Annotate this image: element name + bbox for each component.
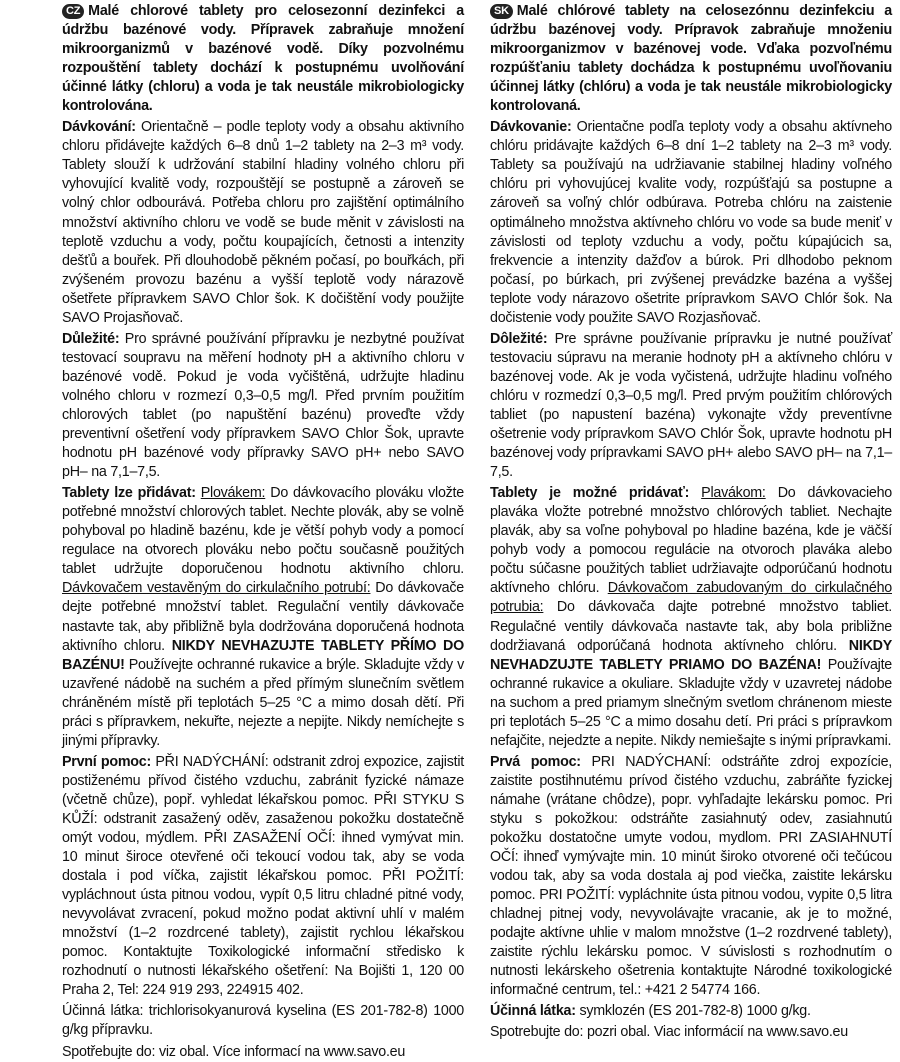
important-label-cz: Důležité: (62, 330, 120, 347)
intro-text-cz: Malé chlorové tablety pro celosezonní dezinfekci a údržbu bazénové vody. Přípravek zabraňuje množení mikroorganizmů v bazénové vodě. Díky pozvolnému rozpouštění tablety dochází k postupnému uvolňování účinné látky (chloru) a voda je tak neustále mikrobiologicky kontrolována. (62, 3, 464, 115)
intro-paragraph-sk (490, 2, 892, 116)
doser-text-sk: Do dávkovača dajte potrebné množstvo tabliet. Regulačné ventily dávkovača nastavte tak, aby bola približne dodržiavaná odporúčaná hodnota aktívneho chlóru. (490, 599, 892, 654)
active-substance-cz: Účinná látka: trichlorisokyanurová kyselina (ES 201-782-8) 1000 g/kg přípravku. (62, 1003, 464, 1039)
dosage-label-sk: Dávkovanie: (490, 119, 572, 136)
float-text-cz: Do dávkovacího plováku vložte potřebné množství chlorových tablet. Nechte plovák, aby se volně pohyboval po hladině bazénu, kde je větší pohyb vody a pomocí regulace na otvorech plováku nebo počtu současně použitých tablet udržujte doporučenou hodnotu aktivního chloru. (62, 485, 464, 578)
warning-sk: NIKDY NEVHADZUJTE TABLETY PRIAMO DO BAZÉNA! (490, 637, 892, 673)
firstaid-paragraph-sk (490, 753, 892, 1001)
column-sk (490, 2, 892, 1041)
language-badge-cz: CZ (62, 4, 84, 19)
firstaid-text-sk: PRI NADÝCHANÍ: odstráňte zdroj expozície, zaistite postihnutému prívod čistého vzduchu, zabráňte fyzickej námahe (vrátane chôdze), popr. vyhľadajte lekársku pomoc. Pri styku s pokožkou: odstráňte zasiahnutý odev, zasiahnutú pokožku dostatočne umyte vodou, mydlom. PRI ZASIAHNUTÍ OČÍ: ihneď vymývajte min. 10 minút široko otvorené oči tečúcou vodou tak, aby sa voda dostala aj pod viečka, zaistite lekársku pomoc. PRI POŽITÍ: vypláchnite ústa pitnou vodou, vypite 0,5 litra chladnej pitnej vody, nevyvolávajte vracanie, ak je to možné, podajte aktívne uhlie v malom množstve (1–2 rozdrvené tablety), zaistite rýchlu lekársku pomoc. V súvislosti s rozhodnutím o nutnosti lekárskeho ošetrenia kontaktujte Národné toxikologické informačné centrum, tel.: +421 2 54774 166. (490, 753, 892, 999)
active-text-sk: symklozén (ES 201-782-8) 1000 g/kg. (575, 1003, 811, 1020)
important-text-cz: Pro správné používání přípravku je nezbytné používat testovací soupravu na měření hodnoty pH a aktivního chloru v bazénové vodě. Pokud je voda vyčištěná, udržujte hladinu volného chloru v rozmezí 0,3–0,5 mg/l. Před prvním použitím chlorových tablet (po napuštění bazénu) proveďte vždy preventivní ošetření vody přípravkem SAVO Chlor Šok, upravte hodnotu pH bazénové vody přípravky SAVO pH+ nebo SAVO pH– na 7,1–7,5. (62, 330, 464, 481)
important-paragraph-sk (490, 330, 892, 482)
dosage-paragraph-cz (62, 118, 464, 328)
firstaid-label-cz: První pomoc: (62, 753, 151, 770)
active-label-sk: Účinná látka: (490, 1003, 576, 1020)
warning-cz: NIKDY NEVHAZUJTE TABLETY PŘÍMO DO BAZÉNU! (62, 637, 464, 673)
doser-label-sk: Dávkovačom zabudovaným do cirkulačného potrubia: (490, 580, 892, 616)
float-label-sk: Plavákom: (701, 485, 766, 502)
application-paragraph-sk (490, 484, 892, 751)
intro-text-sk: Malé chlórové tablety na celosezónnu dezinfekciu a údržbu bazénovej vody. Prípravok zabraňuje množeniu mikroorganizmov v bazénovej vode. Vďaka pozvoľnému rozpúšťaniu tablety dochádza k postupnému uvoľňovaniu účinnej látky (chlóru) a voda je tak neustále mikrobiologicky kontrolovaná. (490, 3, 892, 115)
important-label-sk: Dôležité: (490, 330, 548, 347)
firstaid-label-sk: Prvá pomoc: (490, 753, 581, 770)
float-text-sk: Do dávkovacieho plaváka vložte potrebné množstvo chlórových tabliet. Nechajte plavák, aby sa voľne pohyboval po hladine bazéna, kde je väčší pohyb vody a pomocou regulácie na otvoroch plaváka alebo počtu súčasne použitých tabliet udržiavajte odporúčanú hodnotu aktívneho chlóru. (490, 485, 892, 597)
expiry-sk: Spotrebujte do: pozri obal. Viac informácií na www.savo.eu (490, 1024, 848, 1041)
important-paragraph-cz (62, 330, 464, 482)
column-cz (62, 2, 464, 1060)
expiry-cz: Spotřebujte do: viz obal. Více informací na www.savo.eu (62, 1043, 406, 1060)
safety-text-sk: Používajte ochranné rukavice a okuliare. Skladujte vždy v uzavretej nádobe na suchom a pred priamym slnečným svetlom chránenom mieste pri teplotách 5–25 °C a mimo dosahu detí. Pri práci s prípravkom nefajčite, nejedzte a nepite. Nikdy nemiešajte s inými prípravkami. (490, 656, 892, 749)
dosage-paragraph-sk (490, 118, 892, 328)
intro-paragraph-cz (62, 2, 464, 116)
dosage-text-cz: Orientačně – podle teploty vody a obsahu aktivního chloru přidávejte každých 6–8 dnů 1–2 tablety na 2–3 m³ vody. Tablety slouží k udržování stabilní hladiny volného chloru při vyhovující kvalitě vody, rozpouštějí se postupně a zároveň se volný chlor odbourává. Potřeba chloru pro zajištění optimálního množství aktivního chloru ve vodě se bude měnit v závislosti na teplotě vzduchu a vody, počtu koupajících, četnosti a intenzity dešťů a bouřek. Při dlouhodobě pěkném počasí, po bouřkách, při zvýšeném provozu bazénu a vyšší teplotě vody nárazově ošetřete přípravkem SAVO Chlor šok. K dočištění vody použijte SAVO Projasňovač. (62, 119, 464, 326)
doser-text-cz: Do dávkovače dejte potřebné množství tablet. Regulační ventily dávkovače nastavte tak, aby přibližně byla dodržována doporučená hodnota aktivního chloru. (62, 580, 464, 654)
application-paragraph-cz (62, 484, 464, 751)
active-substance-sk (490, 1002, 892, 1021)
safety-text-cz: Používejte ochranné rukavice a brýle. Skladujte vždy v uzavřené nádobě na suchém a před přímým slunečním světlem chráněném místě při teplotách 5–25 °C a mimo dosah dětí. Při práci s přípravkem, nekuřte, nejezte a nepijte. Nikdy nemíchejte s jinými přípravky. (62, 656, 464, 749)
language-badge-sk: SK (490, 4, 513, 19)
dosage-label-cz: Dávkování: (62, 119, 136, 136)
float-label-cz: Plovákem: (200, 485, 266, 502)
firstaid-paragraph-cz (62, 753, 464, 1001)
doser-label-cz: Dávkovačem vestavěným do cirkulačního potrubí: (62, 580, 371, 597)
add-label-cz: Tablety lze přidávat: (62, 485, 196, 502)
firstaid-text-cz: PŘI NADÝCHÁNÍ: odstranit zdroj expozice, zajistit postiženému přívod čistého vzduchu, zabránit fyzické námaze (včetně chůze), popř. vyhledat lékařskou pomoc. PŘI STYKU S KŮŽÍ: odstranit zasažený oděv, zasaženou pokožku dostatečně omýt vodou, mýdlem. PŘI ZASAŽENÍ OČÍ: ihned vymývat min. 10 minut široce otevřené oči tekoucí vodou tak, aby se voda dostala i pod víčka, zajistit lékařskou pomoc. PŘI POŽITÍ: vypláchnout ústa pitnou vodou, vypít 0,5 litru chladné pitné vody, nevyvolávat zvracení, pokud možno podat aktivní uhlí v malém množství (1–2 rozdrcené tablety), zajistit rychlou lékařskou pomoc. Kontaktujte Toxikologické informační středisko k rozhodnutí o nutnosti lékařského ošetření: Na Bojišti 1, 120 00 Praha 2, Tel: 224 919 293, 224915 402. (62, 753, 464, 999)
dosage-text-sk: Orientačne podľa teploty vody a obsahu aktívneho chlóru pridávajte každých 6–8 dní 1–2 tablety na 2–3 m³ vody. Tablety sa používajú na udržiavanie stabilnej hladiny voľného chlóru pri vyhovujúcej kvalite vody, rozpúšťajú sa postupne a zároveň sa voľný chlór odbúrava. Potreba chlóru na zaistenie optimálneho množstva aktívneho chlóru vo vode sa bude meniť v závislosti od teploty vzduchu a vody, počtu kúpajúcich sa, frekvencie a intenzity dažďov a búrok. Pri dlhodobo peknom počasí, po búrkach, pri zvýšenej prevádzke bazéna a vyššej teplote vody nárazovo ošetrite prípravkom SAVO Chlór šok. Na dočistenie vody použite SAVO Rozjasňovač. (490, 119, 892, 326)
add-label-sk: Tablety je možné pridávať: (490, 485, 690, 502)
important-text-sk: Pre správne používanie prípravku je nutné používať testovaciu súpravu na meranie hodnoty pH a aktívneho chlóru v bazénovej vode. Ak je voda vyčistená, udržujte hladinu voľného chlóru v rozmedzí 0,3–0,5 mg/l. Pred prvým použitím chlórových tabliet (po napustení bazéna) vykonajte vždy preventívne ošetrenie vody prípravkom SAVO Chlór Šok, upravte hodnotu pH bazénovej vody prípravkami SAVO pH+ alebo SAVO pH– na 7,1–7,5. (490, 330, 892, 481)
